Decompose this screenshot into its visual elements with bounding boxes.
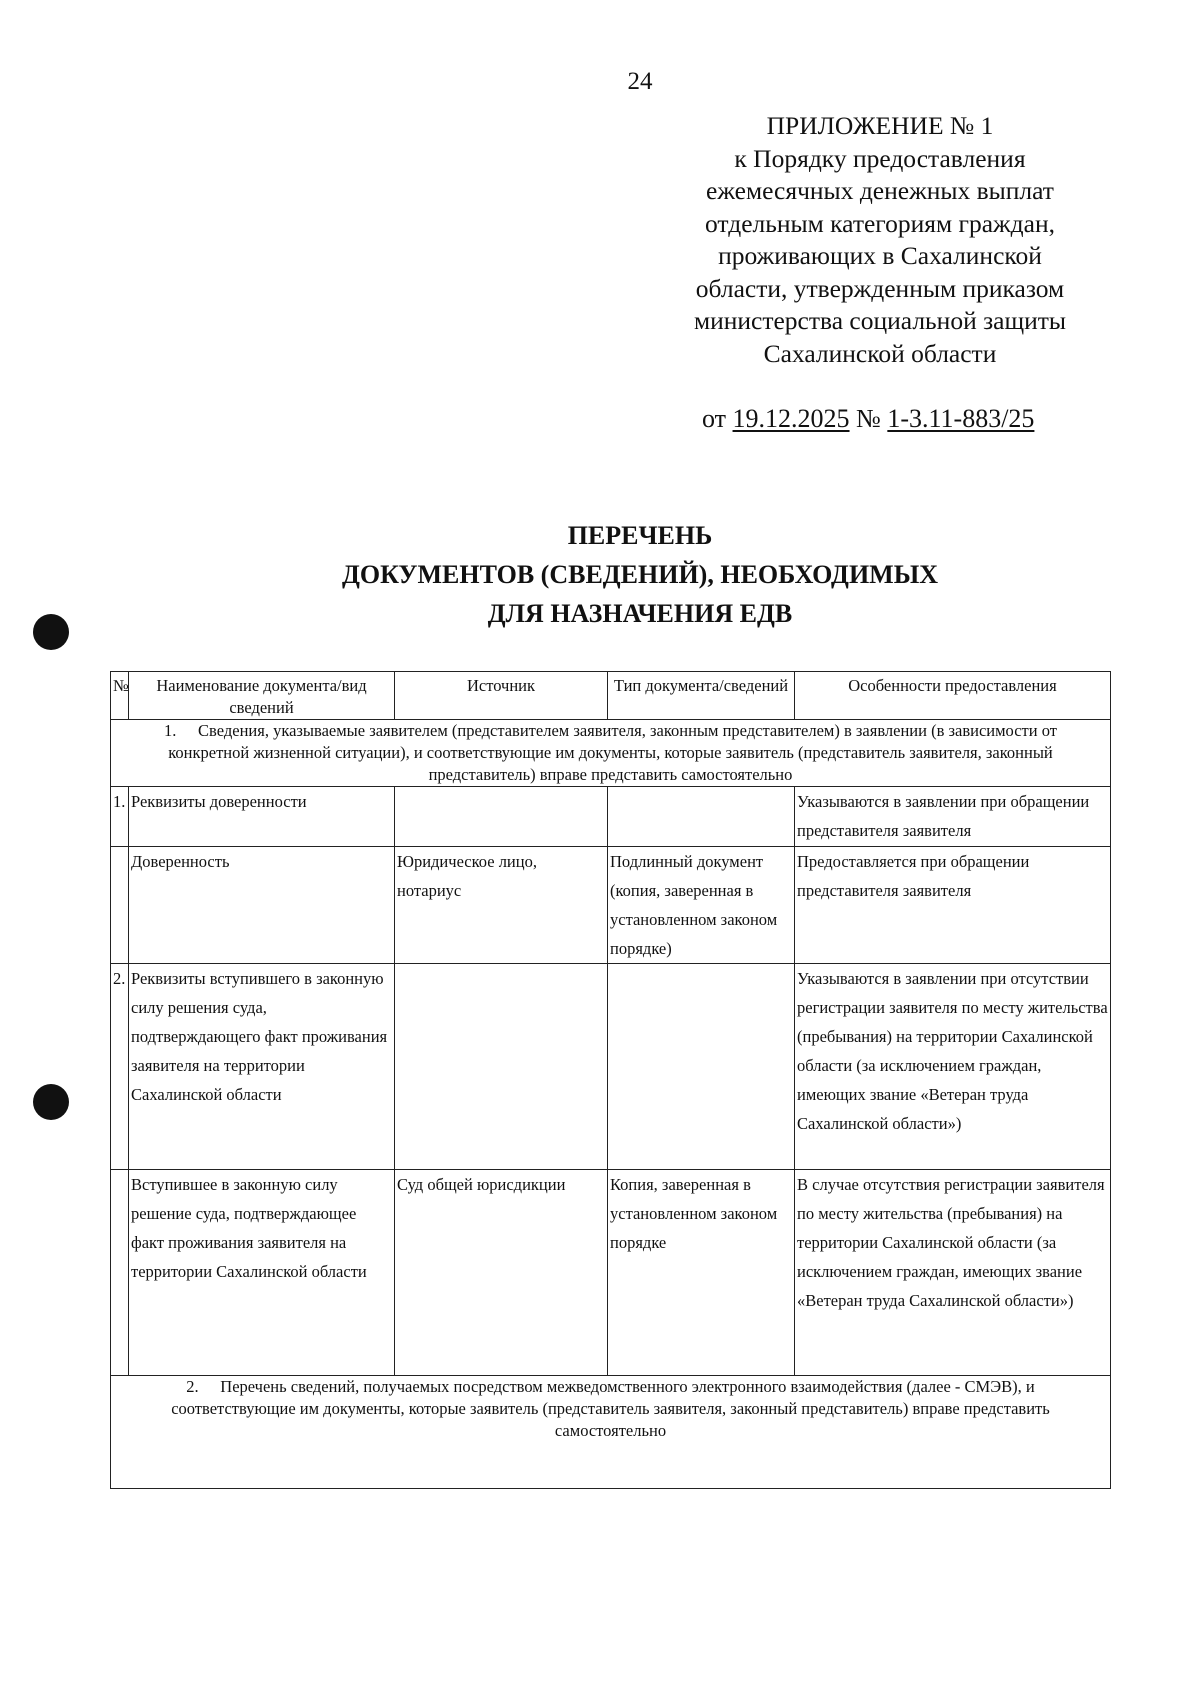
title-line: ДОКУМЕНТОВ (СВЕДЕНИЙ), НЕОБХОДИМЫХ	[341, 560, 939, 589]
order-date: 19.12.2025	[732, 404, 850, 433]
cell-source	[395, 964, 608, 1170]
document-title	[205, 516, 1075, 633]
appendix-line: проживающих в Сахалинской	[718, 241, 1042, 270]
cell-features: Предоставляется при обращении представителя заявителя	[795, 847, 1111, 964]
appendix-line: к Порядку предоставления	[734, 143, 1026, 173]
header-type: Тип документа/сведений	[608, 672, 795, 720]
section-text: Перечень сведений, получаемых посредством межведомственного электронного взаимодействия (далее - СМЭВ), и соответствующие им документы, которые заявитель (представитель заявителя, законный представитель) вправе представить самостоятельно	[171, 1377, 1050, 1440]
table-row	[111, 964, 1111, 1170]
appendix-line: Сахалинской области	[763, 338, 997, 368]
section-text: Сведения, указываемые заявителем (представителем заявителя, законным представителем) в заявлении (в зависимости от конкретной жизненной ситуации), и соответствующие им документы, которые заявитель (представитель заявителя, законный представитель) вправе представить самостоятельно	[168, 721, 1057, 784]
documents-table	[110, 671, 1111, 1489]
cell-features: Указываются в заявлении при обращении представителя заявителя	[795, 787, 1111, 847]
appendix-line: министерства социальной защиты	[693, 306, 1067, 335]
title-line: ДЛЯ НАЗНАЧЕНИЯ ЕДВ	[487, 599, 793, 628]
punch-hole-mark	[33, 1084, 69, 1120]
cell-source: Юридическое лицо, нотариус	[395, 847, 608, 964]
appendix-line: ПРИЛОЖЕНИЕ № 1	[766, 111, 994, 140]
cell-name: Реквизиты доверенности	[129, 787, 395, 847]
cell-num: 1.	[111, 787, 129, 847]
section-number: 2.	[186, 1377, 199, 1396]
cell-type: Подлинный документ (копия, заверенная в установленном законом порядке)	[608, 847, 795, 964]
header-name: Наименование документа/вид сведений	[129, 672, 395, 720]
appendix-line: ежемесячных денежных выплат	[706, 176, 1054, 205]
cell-type	[608, 787, 795, 847]
order-number-sign: №	[856, 404, 881, 433]
punch-hole-mark	[33, 614, 69, 650]
header-features: Особенности предоставления	[795, 672, 1111, 720]
table-header-row	[111, 672, 1111, 720]
appendix-block	[660, 110, 1100, 370]
cell-features: В случае отсутствия регистрации заявителя по месту жительства (пребывания) на территории Сахалинской области (за исключением граждан, имеющих звание «Ветеран труда Сахалинской области»)	[795, 1170, 1111, 1376]
appendix-line: отдельным категориям граждан,	[705, 208, 1055, 238]
cell-type: Копия, заверенная в установленном законом порядке	[608, 1170, 795, 1376]
cell-source	[395, 787, 608, 847]
section-2-cell	[111, 1376, 1111, 1489]
header-source: Источник	[395, 672, 608, 720]
cell-source: Суд общей юрисдикции	[395, 1170, 608, 1376]
section-row	[111, 720, 1111, 787]
cell-name: Доверенность	[129, 847, 395, 964]
cell-name: Реквизиты вступившего в законную силу решения суда, подтверждающего факт проживания заявителя на территории Сахалинской области	[129, 964, 395, 1170]
cell-num: 2.	[111, 964, 129, 1170]
cell-num	[111, 1170, 129, 1376]
table-row	[111, 847, 1111, 964]
header-num: №	[111, 672, 129, 720]
table-row	[111, 787, 1111, 847]
cell-name: Вступившее в законную силу решение суда, подтверждающее факт проживания заявителя на территории Сахалинской области	[129, 1170, 395, 1376]
title-line: ПЕРЕЧЕНЬ	[567, 521, 713, 550]
order-number: 1-3.11-883/25	[887, 404, 1035, 433]
order-reference	[702, 404, 1034, 434]
appendix-line: области, утвержденным приказом	[695, 273, 1065, 303]
section-row	[111, 1376, 1111, 1489]
table-row	[111, 1170, 1111, 1376]
order-prefix: от	[702, 404, 727, 433]
page-number: 24	[627, 68, 653, 95]
section-number: 1.	[164, 721, 177, 740]
cell-num	[111, 847, 129, 964]
cell-type	[608, 964, 795, 1170]
section-1-cell	[111, 720, 1111, 787]
cell-features: Указываются в заявлении при отсутствии регистрации заявителя по месту жительства (пребывания) на территории Сахалинской области (за исключением граждан, имеющих звание «Ветеран труда Сахалинской области»)	[795, 964, 1111, 1170]
